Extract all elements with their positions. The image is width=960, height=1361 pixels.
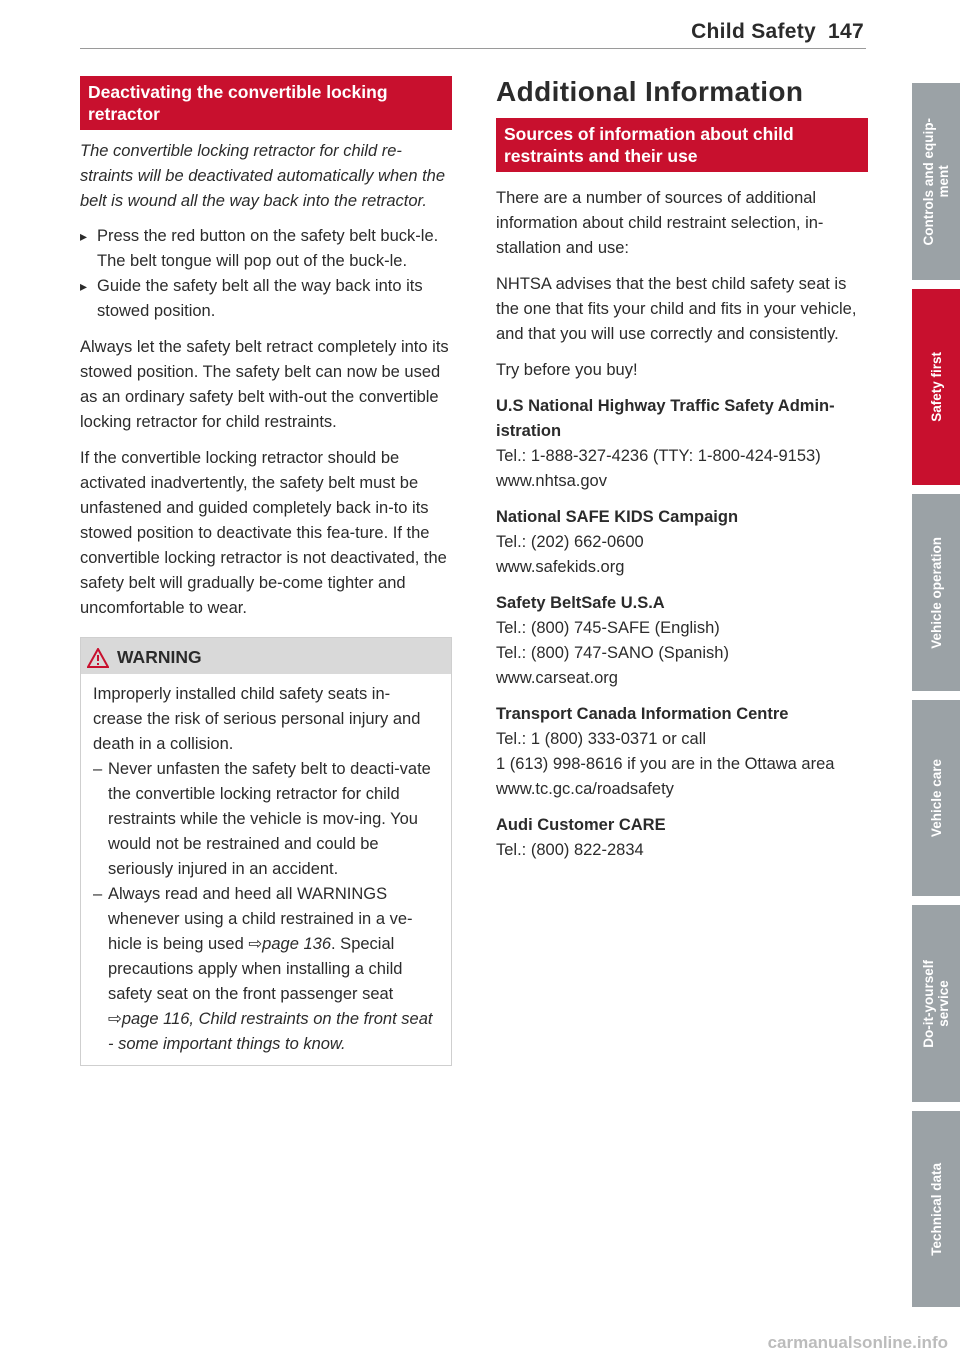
contact-line: Tel.: (202) 662-0600 [496,533,644,551]
contact-name: Audi Customer CARE [496,816,666,834]
chapter-tab-label: Technical data [928,1162,944,1256]
contact-block [496,813,868,863]
page-reference-link[interactable]: ⇨page 116, Child restraints on the front seat - some important things to know [108,1010,433,1053]
warning-item: – Never unfasten the safety belt to deacti-vate the convertible locking retractor for child restraints while the vehicle is mov-ing. You would not be restrained and could be seriously injured in an accident. [93,757,439,882]
warning-item-text: . Special precautions apply when installing a child safety seat on the front passenger seat [108,935,403,1003]
step-item: ▸ Press the red button on the safety belt buck-le. The belt tongue will pop out of the buck-le. [80,224,452,274]
page-number: 147 [828,20,864,43]
header-rule [80,48,866,49]
page-reference-link[interactable]: ⇨page 136 [248,935,332,953]
section-heading-sources: Sources of information about child restraints and their use [496,118,868,172]
paragraph: If the convertible locking retractor should be activated inadvertently, the safety belt must be unfastened and guided completely back in-to its stowed position to deactivate this fea-ture. If the convertible locking retractor is not deactivated, the safety belt will gradually be-come tighter and uncomfortable to wear. [80,449,447,617]
intro-text: The convertible locking retractor for child re-straints will be deactivated automatically when the belt is wound all the way back into the retractor. [80,142,446,210]
running-head [691,20,864,44]
chapter-tab-technical-data[interactable] [912,1111,960,1307]
watermark: carmanualsonline.info [767,1333,948,1352]
contact-name: National SAFE KIDS Campaign [496,508,739,526]
chapter-tab-label: Controls and equip- ment [921,117,951,246]
contact-name: U.S National Highway Traffic Safety Admin-istration [496,397,835,440]
contact-link[interactable]: www.safekids.org [496,558,625,576]
chapter-tab-label: Vehicle operation [928,536,944,649]
left-column [80,76,452,1066]
warning-item-end: . [340,1035,346,1053]
contact-link[interactable]: www.nhtsa.gov [496,472,607,490]
chapter-tab-safety-first[interactable] [912,289,960,485]
warning-box [80,637,452,1066]
paragraph: NHTSA advises that the best child safety seat is the one that fits your child and fits in your vehicle, and that you will use correctly and consistently. [496,275,857,343]
contact-line: Tel.: (800) 747-SANO (Spanish) [496,644,729,662]
chapter-tab-controls[interactable] [912,83,960,280]
section-heading-deactivating: Deactivating the convertible locking retractor [80,76,452,130]
warning-title: WARNING [117,647,202,667]
step-item: ▸ Guide the safety belt all the way back into its stowed position. [80,274,452,324]
warning-body [81,674,451,1065]
paragraph: There are a number of sources of additional information about child restraint selection, in-stallation and use: [496,189,824,257]
section-title: Child Safety [691,20,817,43]
contact-line: 1 (613) 998-8616 if you are in the Ottawa area [496,755,835,773]
warning-item [93,882,439,1057]
contact-link[interactable]: www.tc.gc.ca/roadsafety [496,780,674,798]
contact-block [496,505,868,580]
contact-line: Tel.: 1 (800) 333-0371 or call [496,730,707,748]
chapter-tab-vehicle-operation[interactable] [912,494,960,691]
warning-item-text: Always read and heed all WARNINGS whenever using a child restrained in a ve-hicle is being used [108,885,413,953]
contact-block [496,394,868,494]
contact-line: Tel.: (800) 745-SAFE (English) [496,619,720,637]
contact-block [496,591,868,691]
chapter-tab-vehicle-care[interactable] [912,700,960,896]
contact-line: Tel.: (800) 822-2834 [496,841,644,859]
right-column [496,76,868,863]
paragraph: Try before you buy! [496,361,638,379]
chapter-tab-label: Safety first [928,352,944,422]
warning-triangle-icon [87,648,109,668]
warning-header [81,638,451,674]
paragraph: Always let the safety belt retract completely into its stowed position. The safety belt can now be used as an ordinary safety belt with-out the convertible locking retractor for child restraints. [80,338,449,431]
contact-block [496,702,868,802]
contact-name: Transport Canada Information Centre [496,705,789,723]
chapter-tab-label: Do-it-yourself service [921,959,951,1048]
contact-link[interactable]: www.carseat.org [496,669,618,687]
chapter-tab-do-it-yourself[interactable] [912,905,960,1102]
chapter-tab-label: Vehicle care [928,758,944,838]
warning-intro: Improperly installed child safety seats in-crease the risk of serious personal injury and death in a collision. [93,685,421,753]
contact-line: Tel.: 1-888-327-4236 (TTY: 1-800-424-9153) [496,447,821,465]
contact-name: Safety BeltSafe U.S.A [496,594,665,612]
page-title: Additional Information [496,76,804,107]
